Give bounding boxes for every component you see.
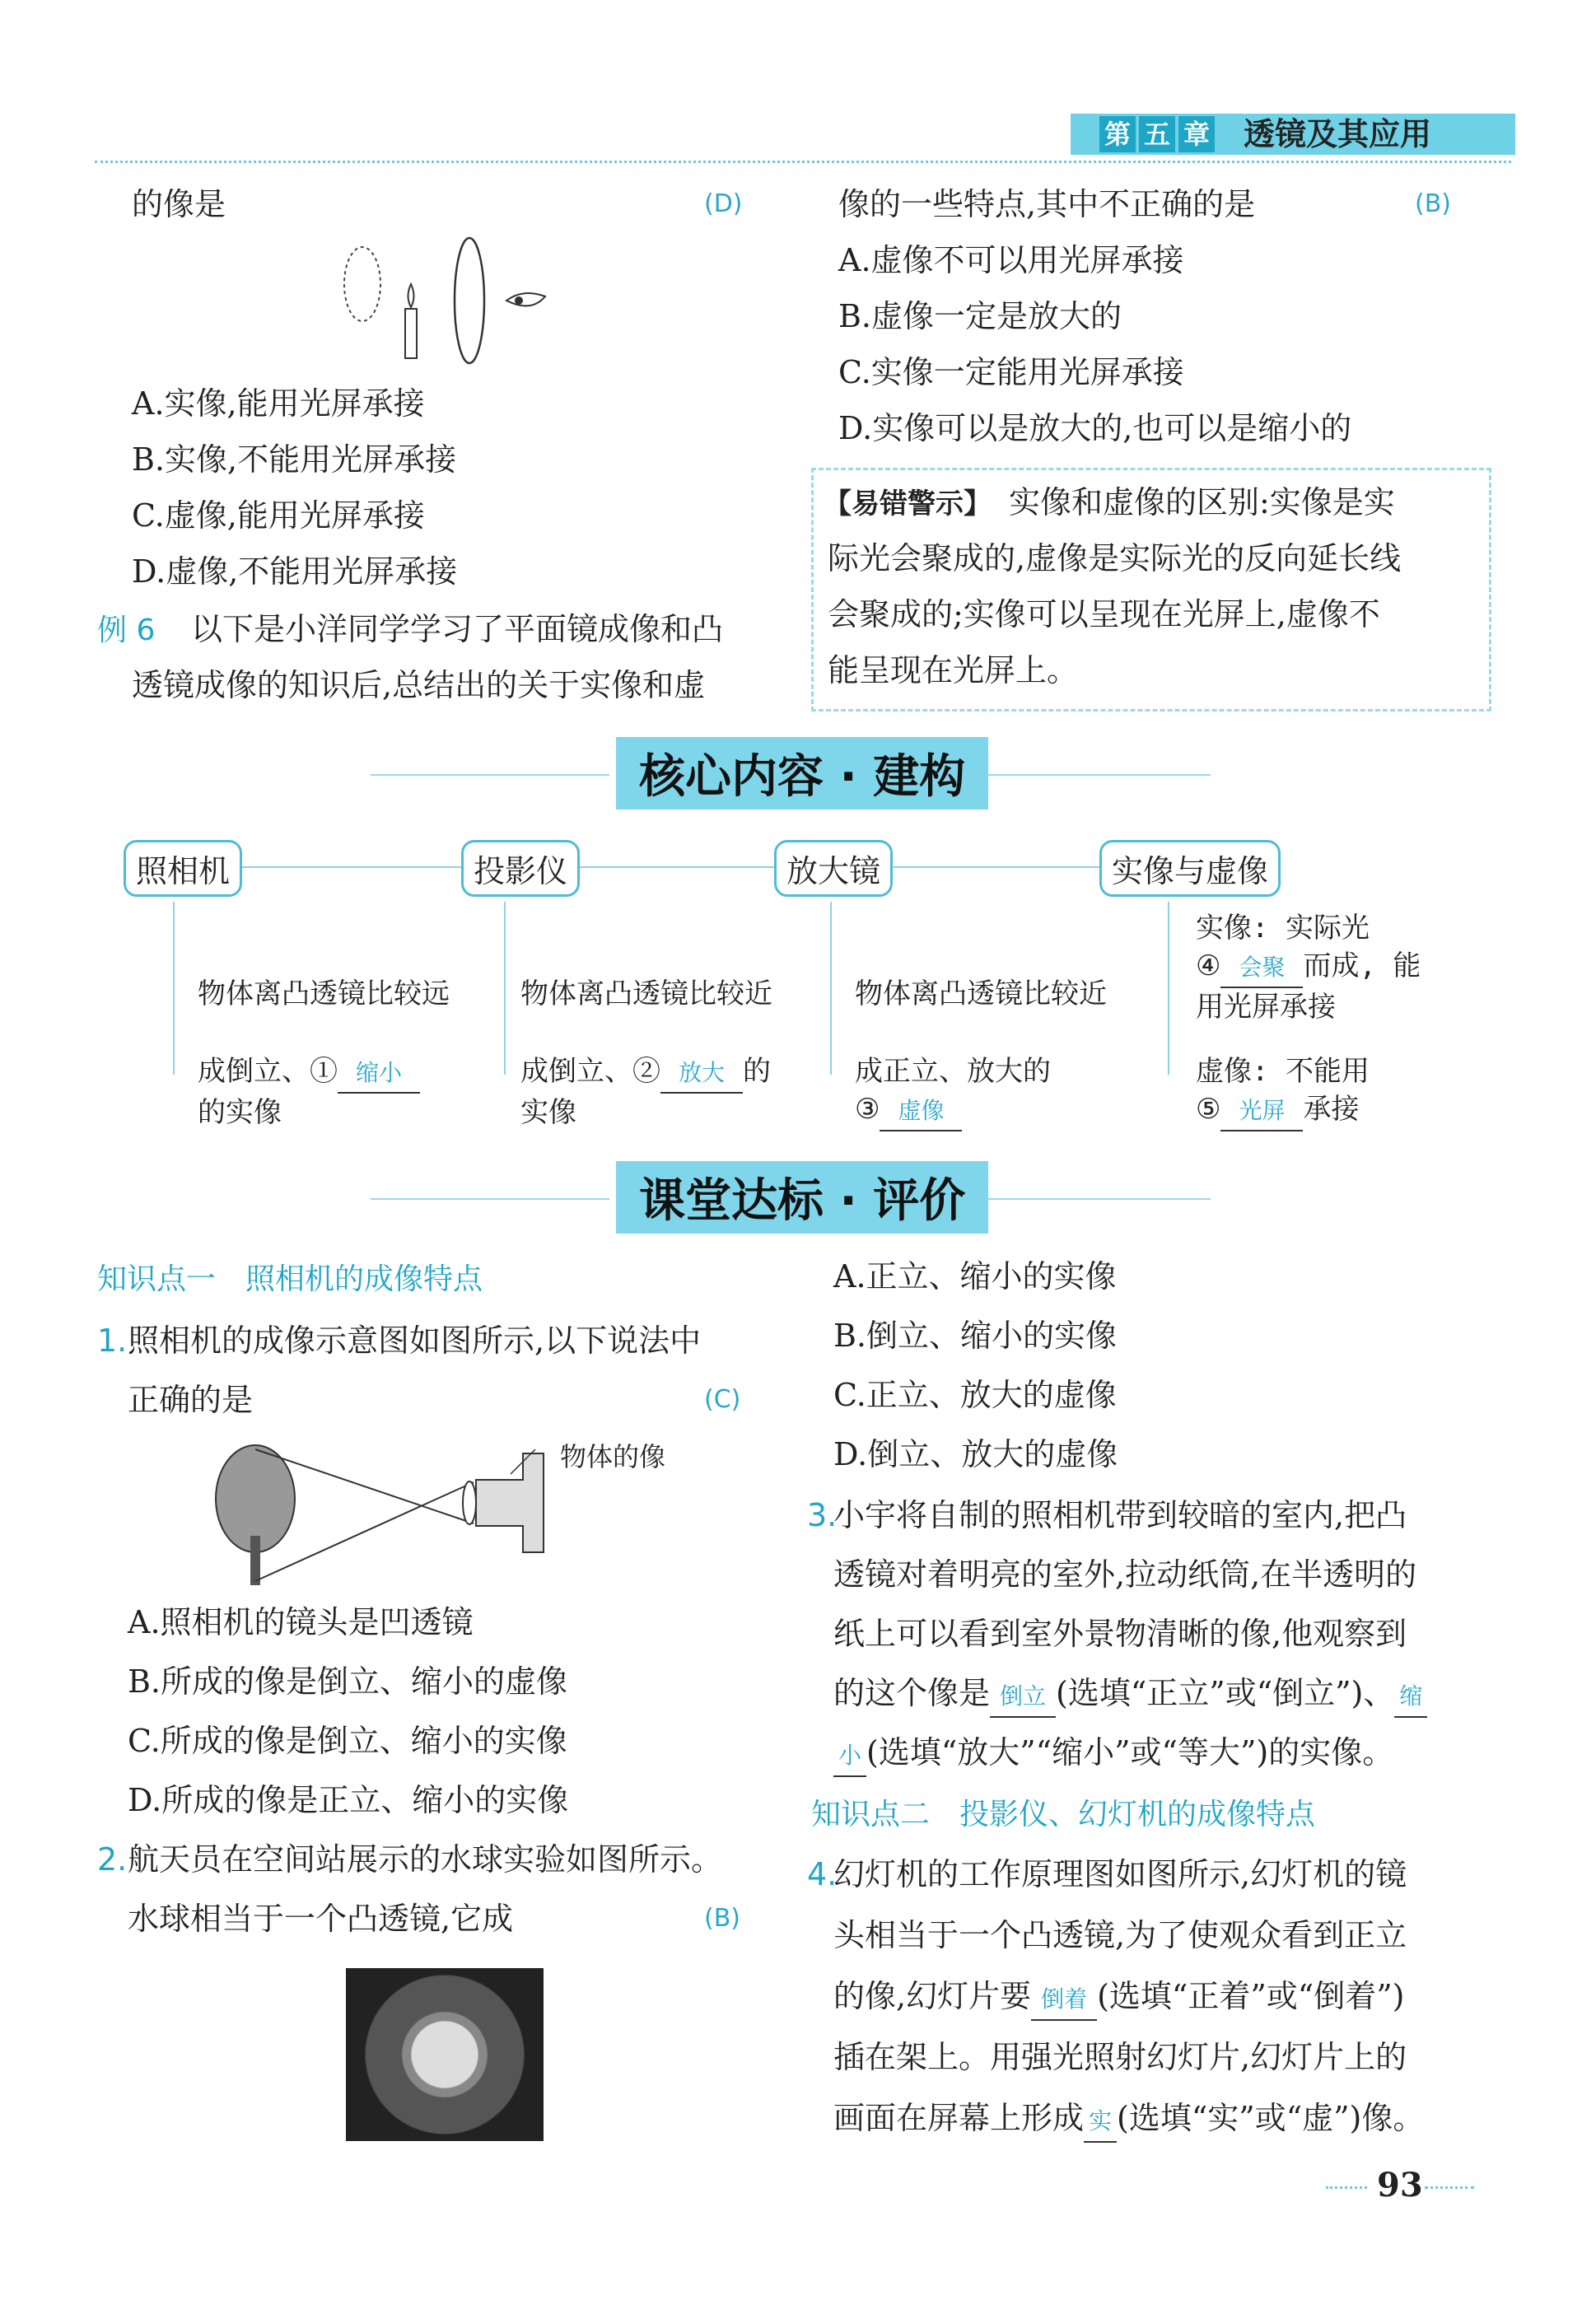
real-image-tail: 而成, 能 [1303,949,1421,982]
virtual-image-tail: 承接 [1303,1093,1360,1126]
blank-3-number: ③ [855,1093,880,1126]
blank-3: 虚像 [880,1092,962,1131]
q3-line3: 纸上可以看到室外景物清晰的像,他观察到 [833,1616,1407,1652]
warning-line2: 际光会聚成的,虚像是实际光的反向延长线 [828,540,1402,576]
q4-line3-text: 的像,幻灯片要 [833,1978,1032,2014]
q4-line5-text: 画面在屏幕上形成 [833,2100,1085,2136]
candle [405,309,417,358]
q3-line5 [833,1733,1393,1777]
virtual-flame [344,247,380,321]
chapter-char: 第 [1099,116,1136,152]
image-label: 物体的像 [560,1441,666,1472]
chapter-label [1099,116,1218,152]
node-camera: 照相机 [124,840,242,897]
q2-number: 2. [97,1841,128,1878]
chapter-char: 五 [1139,116,1175,152]
map-trunk [165,866,1104,868]
header-rule [95,161,1511,163]
section1-rule-right [972,774,1211,776]
q2-option-a: A.正立、缩小的实像 [833,1258,1117,1295]
knowledge-point-2: 知识点二 投影仪、幻灯机的成像特点 [811,1798,1316,1831]
q5-tail: 的像是 [132,186,226,222]
q4-line5-choices: (选填“实”或“虚”)像。 [1117,2100,1425,2136]
candle-lens-figure [329,235,568,366]
virtual-image-text: 虚像: 不能用 [1196,1055,1370,1088]
node-magnifier: 放大镜 [774,840,893,897]
chapter-title: 透镜及其应用 [1244,116,1432,152]
q1-line2: 正确的是 [128,1382,254,1418]
q6-stem: 像的一些特点,其中不正确的是 [838,186,1256,222]
virtual-detail [1196,1052,1370,1131]
branch-camera [173,902,175,1075]
q4-line1: 幻灯机的工作原理图如图所示,幻灯机的镜 [833,1856,1407,1892]
q3-blank-2a: 缩 [1394,1677,1427,1718]
q3-line2: 透镜对着明亮的室外,拉动纸筒,在半透明的 [833,1556,1417,1593]
q1-line1: 照相机的成像示意图如图所示,以下说法中 [128,1323,702,1359]
q2-line1: 航天员在空间站展示的水球实验如图所示。 [128,1841,723,1878]
q3-number: 3. [807,1497,838,1533]
q1-answer: (C) [704,1385,741,1414]
section2-title: 课堂达标 · 评价 [616,1161,988,1234]
q2-option-b: B.倒立、缩小的实像 [833,1318,1118,1354]
q3-blank-2b: 小 [833,1736,866,1777]
section1-rule-left [371,774,609,776]
page-number: 93 [1377,2166,1423,2204]
q5-option-a: A.实像,能用光屏承接 [132,385,425,422]
magnifier-condition: 物体离凸透镜比较近 [855,977,1107,1010]
projector-result-de: 的 [743,1055,771,1088]
chapter-char: 章 [1178,116,1215,152]
blank-5: 光屏 [1220,1092,1303,1131]
q3-line4 [833,1673,1427,1718]
q4-blank-2: 实 [1084,2102,1117,2143]
blank-5-number: ⑤ [1196,1093,1221,1126]
section1-title: 核心内容 · 建构 [616,737,988,809]
q6-option-c: C.实像一定能用光屏承接 [838,354,1184,390]
projector-condition: 物体离凸透镜比较近 [520,977,772,1010]
q1-option-a: A.照相机的镜头是凹透镜 [128,1604,474,1640]
q4-line5 [833,2098,1424,2143]
camera-result-tail: 的实像 [198,1096,282,1129]
tree-trunk [250,1536,260,1585]
blank-4: 会聚 [1220,949,1303,988]
example-label: 例 6 [97,613,156,647]
branch-projector [504,902,506,1075]
q5-answer: (D) [704,189,743,218]
q6-option-a: A.虚像不可以用光屏承接 [838,242,1184,278]
footer-dots-left [1326,2186,1367,2189]
q6-option-b: B.虚像一定是放大的 [838,298,1122,334]
q1-option-d: D.所成的像是正立、缩小的实像 [128,1782,569,1818]
q3-line1: 小宇将自制的照相机带到较暗的室内,把凸 [833,1497,1407,1533]
camera-lens [463,1481,476,1524]
warning-label: 【易错警示】 [824,488,992,520]
q1-option-c: C.所成的像是倒立、缩小的实像 [128,1723,567,1759]
q4-blank-1: 倒着 [1031,1980,1097,2021]
projector-result-text: 成倒立、② [520,1055,660,1088]
q3-line5-text: (选填“放大”“缩小”或“等大”)的实像。 [866,1734,1394,1770]
projector-result-tail: 实像 [520,1096,576,1129]
knowledge-point-1: 知识点一 照相机的成像特点 [97,1262,483,1296]
q5-option-b: B.实像,不能用光屏承接 [132,441,457,478]
camera-result [198,1052,420,1131]
blank-4-number: ④ [1196,949,1221,982]
example-line1: 以下是小洋同学学习了平面镜成像和凸 [191,611,724,647]
camera-figure [206,1437,585,1593]
q4-line3-choices: (选填“正着”或“倒着”) [1097,1978,1405,2014]
warning-line4: 能呈现在光屏上。 [828,652,1079,688]
q2-answer: (B) [704,1904,740,1933]
real-virtual-detail [1196,909,1421,1026]
q1-number: 1. [97,1323,128,1359]
node-real-virtual: 实像与虚像 [1099,840,1281,897]
projector-result [520,1052,771,1131]
q4-line4: 插在架上。用强光照射幻灯片,幻灯片上的 [833,2039,1407,2075]
section2-rule-right [972,1198,1211,1200]
q2-option-c: C.正立、放大的虚像 [833,1377,1117,1413]
blank-2: 放大 [660,1054,743,1094]
q3-blank-1: 倒立 [990,1677,1056,1718]
branch-real-virtual [1168,902,1169,1075]
q4-number: 4. [807,1856,838,1892]
q2-line2: 水球相当于一个凸透镜,它成 [128,1901,514,1937]
q2-option-d: D.倒立、放大的虚像 [833,1436,1118,1472]
q4-line3 [833,1976,1404,2021]
camera-condition: 物体离凸透镜比较远 [198,977,450,1010]
example-line2: 透镜成像的知识后,总结出的关于实像和虚 [132,667,706,703]
q3-line4-text: 的这个像是 [833,1675,991,1711]
warning-line1: 实像和虚像的区别:实像是实 [1009,484,1395,520]
magnifier-result [855,1052,1051,1131]
section2-rule-left [371,1198,609,1200]
water-ball-photo [346,1968,544,2141]
branch-magnifier [830,902,832,1075]
camera-result-text: 成倒立、① [198,1055,338,1088]
real-image-text: 实像: 实际光 [1196,912,1370,945]
eye [506,293,545,306]
q1-option-b: B.所成的像是倒立、缩小的虚像 [128,1663,568,1700]
footer-dots-right [1425,2186,1474,2189]
real-image-screen: 用光屏承接 [1196,991,1336,1024]
q5-option-c: C.虚像,能用光屏承接 [132,497,425,534]
warning-line3: 会聚成的;实像可以呈现在光屏上,虚像不 [828,596,1380,632]
camera-body [476,1453,544,1552]
q5-option-d: D.虚像,不能用光屏承接 [132,553,458,590]
q6-answer: (B) [1415,189,1451,218]
convex-lens [455,238,484,363]
candle-flame [408,284,414,307]
q6-option-d: D.实像可以是放大的,也可以是缩小的 [838,410,1352,446]
q3-line4-choices: (选填“正立”或“倒立”)、 [1056,1675,1395,1711]
q4-line2: 头相当于一个凸透镜,为了使观众看到正立 [833,1917,1407,1953]
node-projector: 投影仪 [461,840,580,897]
magnifier-result-text: 成正立、放大的 [855,1055,1051,1088]
blank-1: 缩小 [338,1054,420,1094]
